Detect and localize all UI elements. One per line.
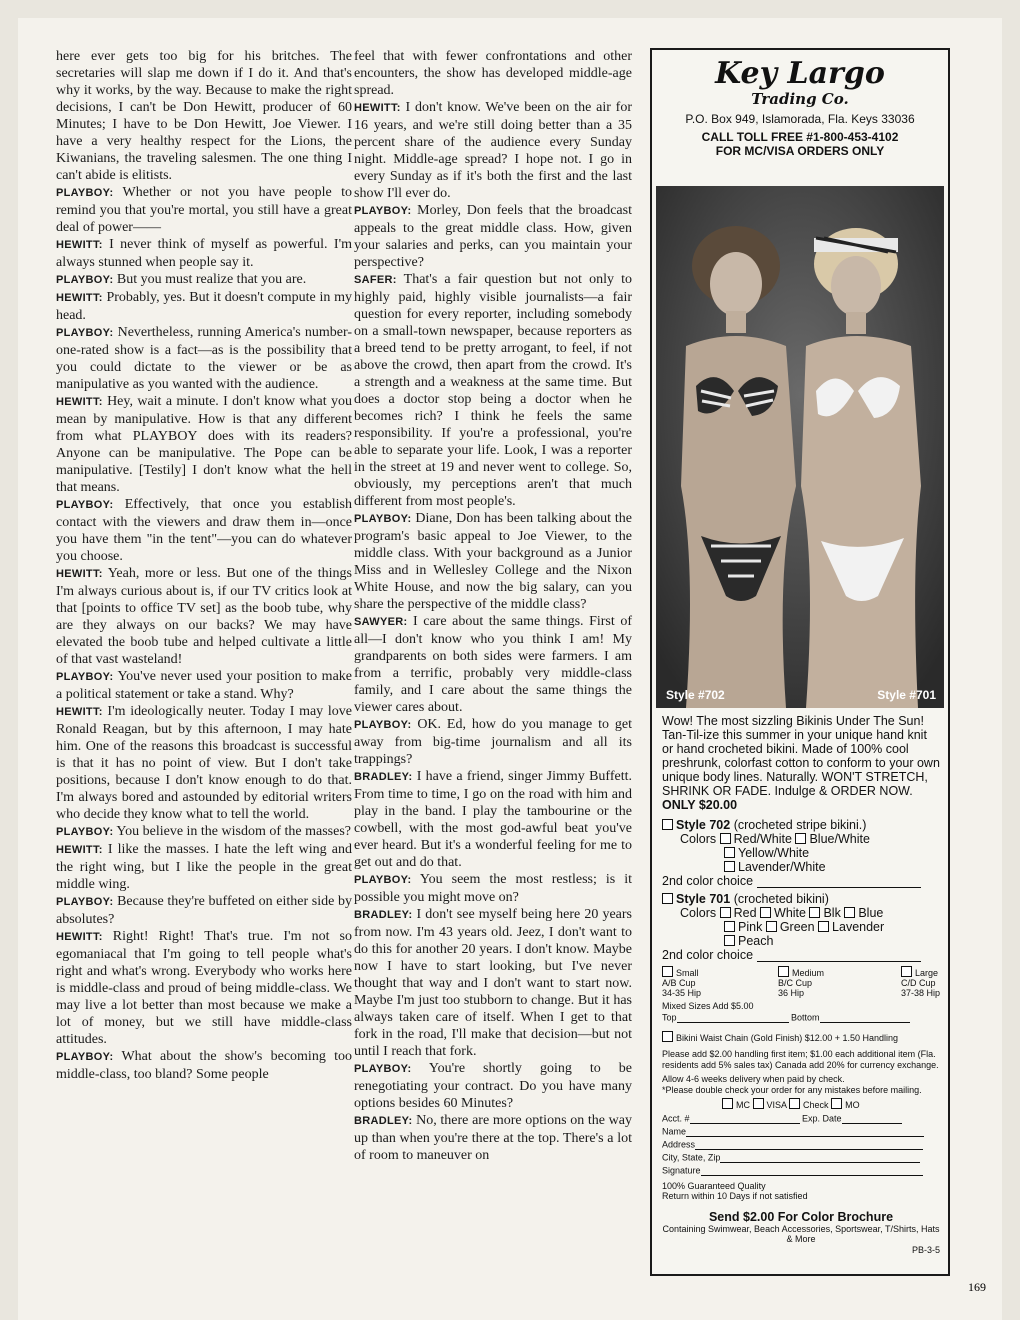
payment-mo: MO [845, 1100, 860, 1110]
order-form [662, 714, 940, 1255]
size-hip: 36 Hip [777, 988, 804, 998]
article-paragraph [354, 202, 632, 271]
speaker-label: SAFER: [354, 274, 397, 286]
style-702-colors [662, 832, 940, 846]
article-paragraph [354, 716, 632, 768]
page-number: 169 [968, 1280, 986, 1294]
ad-subtitle: Trading Co. [751, 90, 849, 108]
signature-field[interactable] [701, 1165, 923, 1176]
article-paragraph [56, 236, 352, 271]
photo-illustration [656, 186, 944, 708]
paragraph-text: What about the show's becoming too middle-class, too bland? Some people [56, 1049, 352, 1082]
article-paragraph [56, 565, 352, 668]
speaker-label: HEWITT: [56, 396, 103, 408]
payment-checkbox[interactable] [753, 1098, 764, 1109]
exp-date-label: Exp. Date [802, 1113, 842, 1123]
top-bottom-fields [662, 1012, 940, 1023]
paragraph-text: I'm ideologically neuter. Today I may love Ronald Reagan, but by this afternoon, I may hate him. One of the reasons this broadcast is successful is that it has no point of view. But I don't take positions, because I don't know enough to do that. I'm always bored and astounded by editorial writers who decide they know what to tell the world. [56, 704, 352, 822]
signature-row [662, 1165, 940, 1176]
article-paragraph [56, 668, 352, 703]
color-option: Green [779, 920, 815, 934]
paragraph-text: Nevertheless, running America's number-one-rated show is a fact—as is the possibility that you could dictate to the viewer or be as manipulative as you wanted with the audience. [56, 325, 352, 392]
speaker-label: PLAYBOY: [56, 1051, 114, 1063]
city-label: City, State, Zip [662, 1152, 721, 1162]
article-paragraph [56, 841, 352, 893]
speaker-label: PLAYBOY: [354, 205, 412, 217]
bikini-models-photo [656, 186, 944, 708]
top-label: Top [662, 1012, 677, 1022]
style-701-option[interactable] [662, 892, 940, 906]
style-701-label: Style #701 [877, 688, 936, 702]
address-label: Address [662, 1139, 696, 1149]
article-paragraph [56, 893, 352, 928]
second-color-field[interactable] [757, 877, 921, 888]
size-name: Large [914, 968, 938, 978]
article-paragraph [354, 613, 632, 716]
paragraph-text: Right! Right! That's true. I'm not so egomaniacal that I'm going to tell people what's right and what's wrong. Everybody who works here is middle-class and proud of being middle-class. We may live a lot better than most because we make a lot of money, but we still have middle-class attitudes. [56, 929, 352, 1047]
paragraph-text: Yeah, more or less. But one of the things I'm always curious about is, if our TV critics look at that [points to office TV set] as the boob tube, why are they always on our backs? We may have elevated the boob tube and helped cultivate a little of that vast wasteland! [56, 566, 352, 667]
paragraph-text: You seem the most restless; is it possible you might move on? [354, 872, 632, 905]
style-702-label: Style #702 [666, 688, 725, 702]
color-option: White [774, 906, 806, 920]
paragraph-text: Effectively, that once you establish contact with the viewers and draw them in—once you have them "in the tent"—you can do whatever you choose. [56, 497, 352, 564]
name-row [662, 1126, 940, 1137]
speaker-label: PLAYBOY: [354, 874, 412, 886]
payment-check: Check [803, 1100, 829, 1110]
article-paragraph [354, 48, 632, 99]
article-paragraph [56, 1048, 352, 1083]
color-checkbox[interactable] [766, 921, 777, 932]
signature-label: Signature [662, 1165, 701, 1175]
paragraph-text: You believe in the wisdom of the masses? [113, 824, 352, 839]
waist-chain-text: Bikini Waist Chain (Gold Finish) $12.00 + 1.50 Handling [676, 1032, 899, 1043]
speaker-label: HEWITT: [56, 931, 103, 943]
paragraph-text: Whether or not you have people to remind you that you're mortal, you still have a great deal of power—— [56, 185, 352, 235]
payment-mc: MC [736, 1100, 750, 1110]
article-paragraph [354, 768, 632, 871]
speaker-label: PLAYBOY: [56, 499, 114, 511]
size-name: Medium [791, 968, 824, 978]
article-paragraph [354, 906, 632, 1060]
color-option: Pink [738, 920, 763, 934]
color-checkbox[interactable] [724, 935, 735, 946]
payment-visa: VISA [766, 1100, 787, 1110]
color-option: Red/White [733, 832, 792, 846]
speaker-label: HEWITT: [56, 239, 103, 251]
speaker-label: BRADLEY: [354, 1115, 413, 1127]
size-cup: C/D Cup [900, 978, 936, 988]
speaker-label: PLAYBOY: [56, 826, 114, 838]
guarantee-note: 100% Guaranteed Quality [662, 1180, 766, 1191]
paragraph-text: I don't know. We've been on the air for 16 years, and we're still doing better than a 35 percent share of the audience every Sunday night. Middle-age spread? I hope not. I go in every Sunday as if it's both the first and the last show I'll ever do. [354, 100, 632, 201]
article-paragraph [56, 48, 352, 184]
size-options [662, 966, 940, 998]
paragraph-text: I care about the same things. First of all—I don't know who you think I am! My grandparents on both sides were farmers. I am from a terrific, probably very middle-class family, and I care about the same things the viewer cares about. [354, 614, 632, 715]
color-checkbox[interactable] [720, 833, 731, 844]
color-option: Peach [738, 934, 774, 948]
colors-label: Colors [680, 906, 717, 920]
payment-options [662, 1098, 940, 1111]
color-option: Red [733, 906, 757, 920]
style-702-checkbox[interactable] [662, 819, 673, 830]
speaker-label: PLAYBOY: [56, 327, 114, 339]
size-cup: B/C Cup [777, 978, 812, 988]
style-701-checkbox[interactable] [662, 893, 673, 904]
color-checkbox[interactable] [724, 921, 735, 932]
article-paragraph [354, 1060, 632, 1112]
ad-phone-line-2: FOR MC/VISA ORDERS ONLY [715, 144, 885, 158]
speaker-label: BRADLEY: [354, 771, 413, 783]
speaker-label: PLAYBOY: [354, 513, 412, 525]
size-hip: 37-38 Hip [900, 988, 940, 998]
article-column-1 [56, 48, 352, 1083]
paragraph-text: I have a friend, singer Jimmy Buffett. From time to time, I go on the road with him and play in the band. I play the tambourine or the cowbell, with the most god-awful beat you've ever heard. But it's a wonderful feeling for me to get out and do that. [354, 769, 632, 870]
size-name: Small [676, 968, 699, 978]
name-label: Name [662, 1126, 687, 1136]
color-checkbox[interactable] [760, 907, 771, 918]
size-hip: 34-35 Hip [662, 988, 702, 998]
article-paragraph [56, 289, 352, 324]
paragraph-text: I never think of myself as powerful. I'm always stunned when people say it. [56, 237, 352, 270]
speaker-label: PLAYBOY: [354, 719, 412, 731]
size-checkbox[interactable] [778, 966, 789, 977]
speaker-label: PLAYBOY: [56, 671, 114, 683]
style-702-name: Style 702 [676, 818, 731, 832]
key-largo-advertisement [650, 48, 950, 1276]
payment-checkbox[interactable] [831, 1098, 842, 1109]
paragraph-text: Morley, Don feels that the broadcast appeals to the great middle class. How, given your salaries and perks, can you maintain your perspective? [354, 203, 632, 270]
size-checkbox[interactable] [901, 966, 912, 977]
color-option: Blue [858, 906, 884, 920]
waist-chain-option[interactable] [662, 1031, 940, 1044]
city-field[interactable] [720, 1152, 920, 1163]
article-column-2 [354, 48, 632, 1164]
article-paragraph [354, 99, 632, 202]
color-option: Yellow/White [738, 846, 810, 860]
waist-chain-checkbox[interactable] [662, 1031, 673, 1042]
name-field[interactable] [686, 1126, 924, 1137]
paragraph-text: Diane, Don has been talking about the program's basic appeal to Joe Viewer, to the middle class. With your background as a Junior Miss and in Wellesley College and the Nixon White House, and now the big salary, can you share the perspective of the middle class? [354, 511, 632, 612]
color-checkbox[interactable] [724, 847, 735, 858]
color-option: Blue/White [809, 832, 870, 846]
speaker-label: PLAYBOY: [56, 274, 114, 286]
payment-checkbox[interactable] [722, 1098, 733, 1109]
ad-address: P.O. Box 949, Islamorada, Fla. Keys 33036 [685, 112, 915, 126]
account-field[interactable] [690, 1113, 800, 1124]
speaker-label: PLAYBOY: [56, 896, 114, 908]
article-paragraph [56, 823, 352, 841]
speaker-label: SAWYER: [354, 616, 408, 628]
payment-checkbox[interactable] [789, 1098, 800, 1109]
ad-phone-line-1: CALL TOLL FREE #1-800-453-4102 [701, 130, 899, 144]
delivery-note: Allow 4-6 weeks delivery when paid by check. [662, 1074, 845, 1084]
color-checkbox[interactable] [720, 907, 731, 918]
double-check-note: *Please double check your order for any mistakes before mailing. [662, 1084, 922, 1095]
account-row [662, 1113, 940, 1124]
paragraph-text: Because they're buffeted on either side by absolutes? [56, 894, 352, 927]
article-paragraph [56, 496, 352, 565]
brochure-offer: Send $2.00 For Color Brochure [708, 1209, 894, 1224]
size-medium[interactable] [778, 966, 824, 998]
article-paragraph [56, 703, 352, 823]
paragraph-text: I don't see myself being here 20 years from now. I'm 43 years old. Jeez, I don't want to do this for another 20 years. I don't know. Maybe now I have to start looking, but I've never thought that way and I don't want to start now. Maybe I'm just too stubborn to change. But it has always taken care of itself. When I get to that fork in the road, I'll make that decision—but not until I reach that fork. [354, 907, 632, 1059]
second-color-702 [662, 874, 940, 888]
color-checkbox[interactable] [795, 833, 806, 844]
exp-date-field[interactable] [842, 1113, 902, 1124]
speaker-label: HEWITT: [56, 568, 103, 580]
paragraph-text: OK. Ed, how do you manage to get away from big-time journalism and all its trappings? [354, 717, 632, 767]
size-large[interactable] [901, 966, 940, 998]
top-field[interactable] [677, 1012, 789, 1023]
color-option: Lavender [832, 920, 885, 934]
color-option: Blk [823, 906, 841, 920]
color-checkbox[interactable] [809, 907, 820, 918]
article-paragraph [56, 184, 352, 236]
size-checkbox[interactable] [662, 966, 673, 977]
paragraph-text: But you must realize that you are. [113, 272, 307, 287]
color-checkbox[interactable] [818, 921, 829, 932]
speaker-label: HEWITT: [56, 844, 103, 856]
handling-note: Please add $2.00 handling first item; $1.00 each additional item (Fla. residents add 5% sales tax) Canada add 20% for currency exchange. [662, 1049, 939, 1070]
address-row [662, 1139, 940, 1150]
speaker-label: HEWITT: [354, 102, 401, 114]
style-701-colors-2 [662, 920, 940, 934]
speaker-label: PLAYBOY: [354, 1063, 412, 1075]
color-checkbox[interactable] [724, 861, 735, 872]
style-701-colors [662, 906, 940, 920]
bottom-field[interactable] [820, 1012, 910, 1023]
style-702-colors-3 [662, 860, 940, 874]
paragraph-text: here ever gets too big for his britches. The secretaries will slap me down if I do it. And that's why it works, by the way. Because to make the right decisions, I can't be Don Hewitt, producer of 60 Minutes; I have to be Don Hewitt, Joe Viewer. I have a very healthy respect for the Lions, the Kiwanians, the traveling salesmen. The one thing I can't abide is elitists. [56, 49, 352, 183]
speaker-label: BRADLEY: [354, 909, 413, 921]
ad-blurb: Wow! The most sizzling Bikinis Under The Sun! Tan-Til-ize this summer in your unique hand knit or hand crocheted bikini. Made of 100% cool preshrunk, colorfast cotton to conform to your own unique body lines. Naturally. WON'T STRETCH, SHRINK OR FADE. Indulge & ORDER NOW. [662, 714, 940, 798]
article-paragraph [56, 928, 352, 1048]
colors-label: Colors [680, 832, 717, 846]
speaker-label: HEWITT: [56, 706, 103, 718]
paragraph-text: feel that with fewer confrontations and other encounters, the show has developed middle-age spread. [354, 49, 632, 98]
paragraph-text: You're shortly going to be renegotiating your contract. Do you have many options besides 60 Minutes? [354, 1061, 632, 1111]
color-option: Lavender/White [738, 860, 826, 874]
style-701-colors-3 [662, 934, 940, 948]
speaker-label: HEWITT: [56, 292, 103, 304]
size-cup: A/B Cup [662, 978, 696, 988]
address-field[interactable] [695, 1139, 923, 1150]
ad-title: Key Largo [715, 56, 885, 91]
style-702-colors-2 [662, 846, 940, 860]
article-paragraph [56, 324, 352, 393]
paragraph-text: No, there are more options on the way up than when you're there at the top. There's a lot of room to maneuver on [354, 1113, 632, 1163]
ad-price: ONLY $20.00 [662, 798, 738, 812]
paragraph-text: Hey, wait a minute. I don't know what you mean by manipulative. How is that any different from what PLAYBOY does with its readers? Anyone can be manipulative. The Pope can be manipulative. [Testily] I don't know what the hell that means. [56, 394, 352, 495]
paragraph-text: That's a fair question but not only to highly paid, highly visible journalists—a fair question for every reporter, including somebody on a small-town newspaper, because reporters as a breed tend to be pretty arrogant, to feel, if not above the crowd, then apart from the crowd. It's a strength and a weakness at the same time. But does a doctor stop being a doctor when he becomes rich? I think he feels the same responsibility. If you're a professional, you're able to separate your life. Look, I was a reporter in the street at 19 and never went to college. So, obviously, my perceptions aren't that much different from most people's. [354, 272, 632, 509]
size-small[interactable] [662, 966, 701, 998]
second-color-701 [662, 948, 940, 962]
mixed-sizes-note: Mixed Sizes Add $5.00 [662, 1001, 754, 1011]
second-color-field[interactable] [757, 951, 921, 962]
article-paragraph [354, 271, 632, 510]
article-paragraph [56, 393, 352, 496]
return-note: Return within 10 Days if not satisfied [662, 1191, 808, 1201]
paragraph-text: Probably, yes. But it doesn't compute in my head. [56, 290, 352, 323]
speaker-label: PLAYBOY: [56, 187, 114, 199]
article-paragraph [354, 510, 632, 613]
article-paragraph [56, 271, 352, 289]
city-row [662, 1152, 940, 1163]
article-paragraph [354, 871, 632, 906]
paragraph-text: You've never used your position to make a political statement or take a stand. Why? [56, 669, 352, 702]
paragraph-text: I like the masses. I hate the left wing and the right wing, but I like the people in the great middle wing. [56, 842, 352, 892]
color-checkbox[interactable] [844, 907, 855, 918]
magazine-page [18, 18, 1002, 1320]
style-702-option[interactable] [662, 818, 940, 832]
style-701-desc: (crocheted bikini) [730, 892, 829, 906]
style-701-name: Style 701 [676, 892, 731, 906]
account-label: Acct. # [662, 1113, 690, 1123]
second-color-label: 2nd color choice [662, 874, 754, 888]
article-paragraph [354, 1112, 632, 1164]
ad-code: PB-3-5 [911, 1244, 940, 1255]
bottom-label: Bottom [791, 1012, 820, 1022]
style-702-desc: (crocheted stripe bikini.) [730, 818, 867, 832]
second-color-label: 2nd color choice [662, 948, 754, 962]
brochure-description: Containing Swimwear, Beach Accessories, Sportswear, T/Shirts, Hats & More [662, 1223, 940, 1244]
